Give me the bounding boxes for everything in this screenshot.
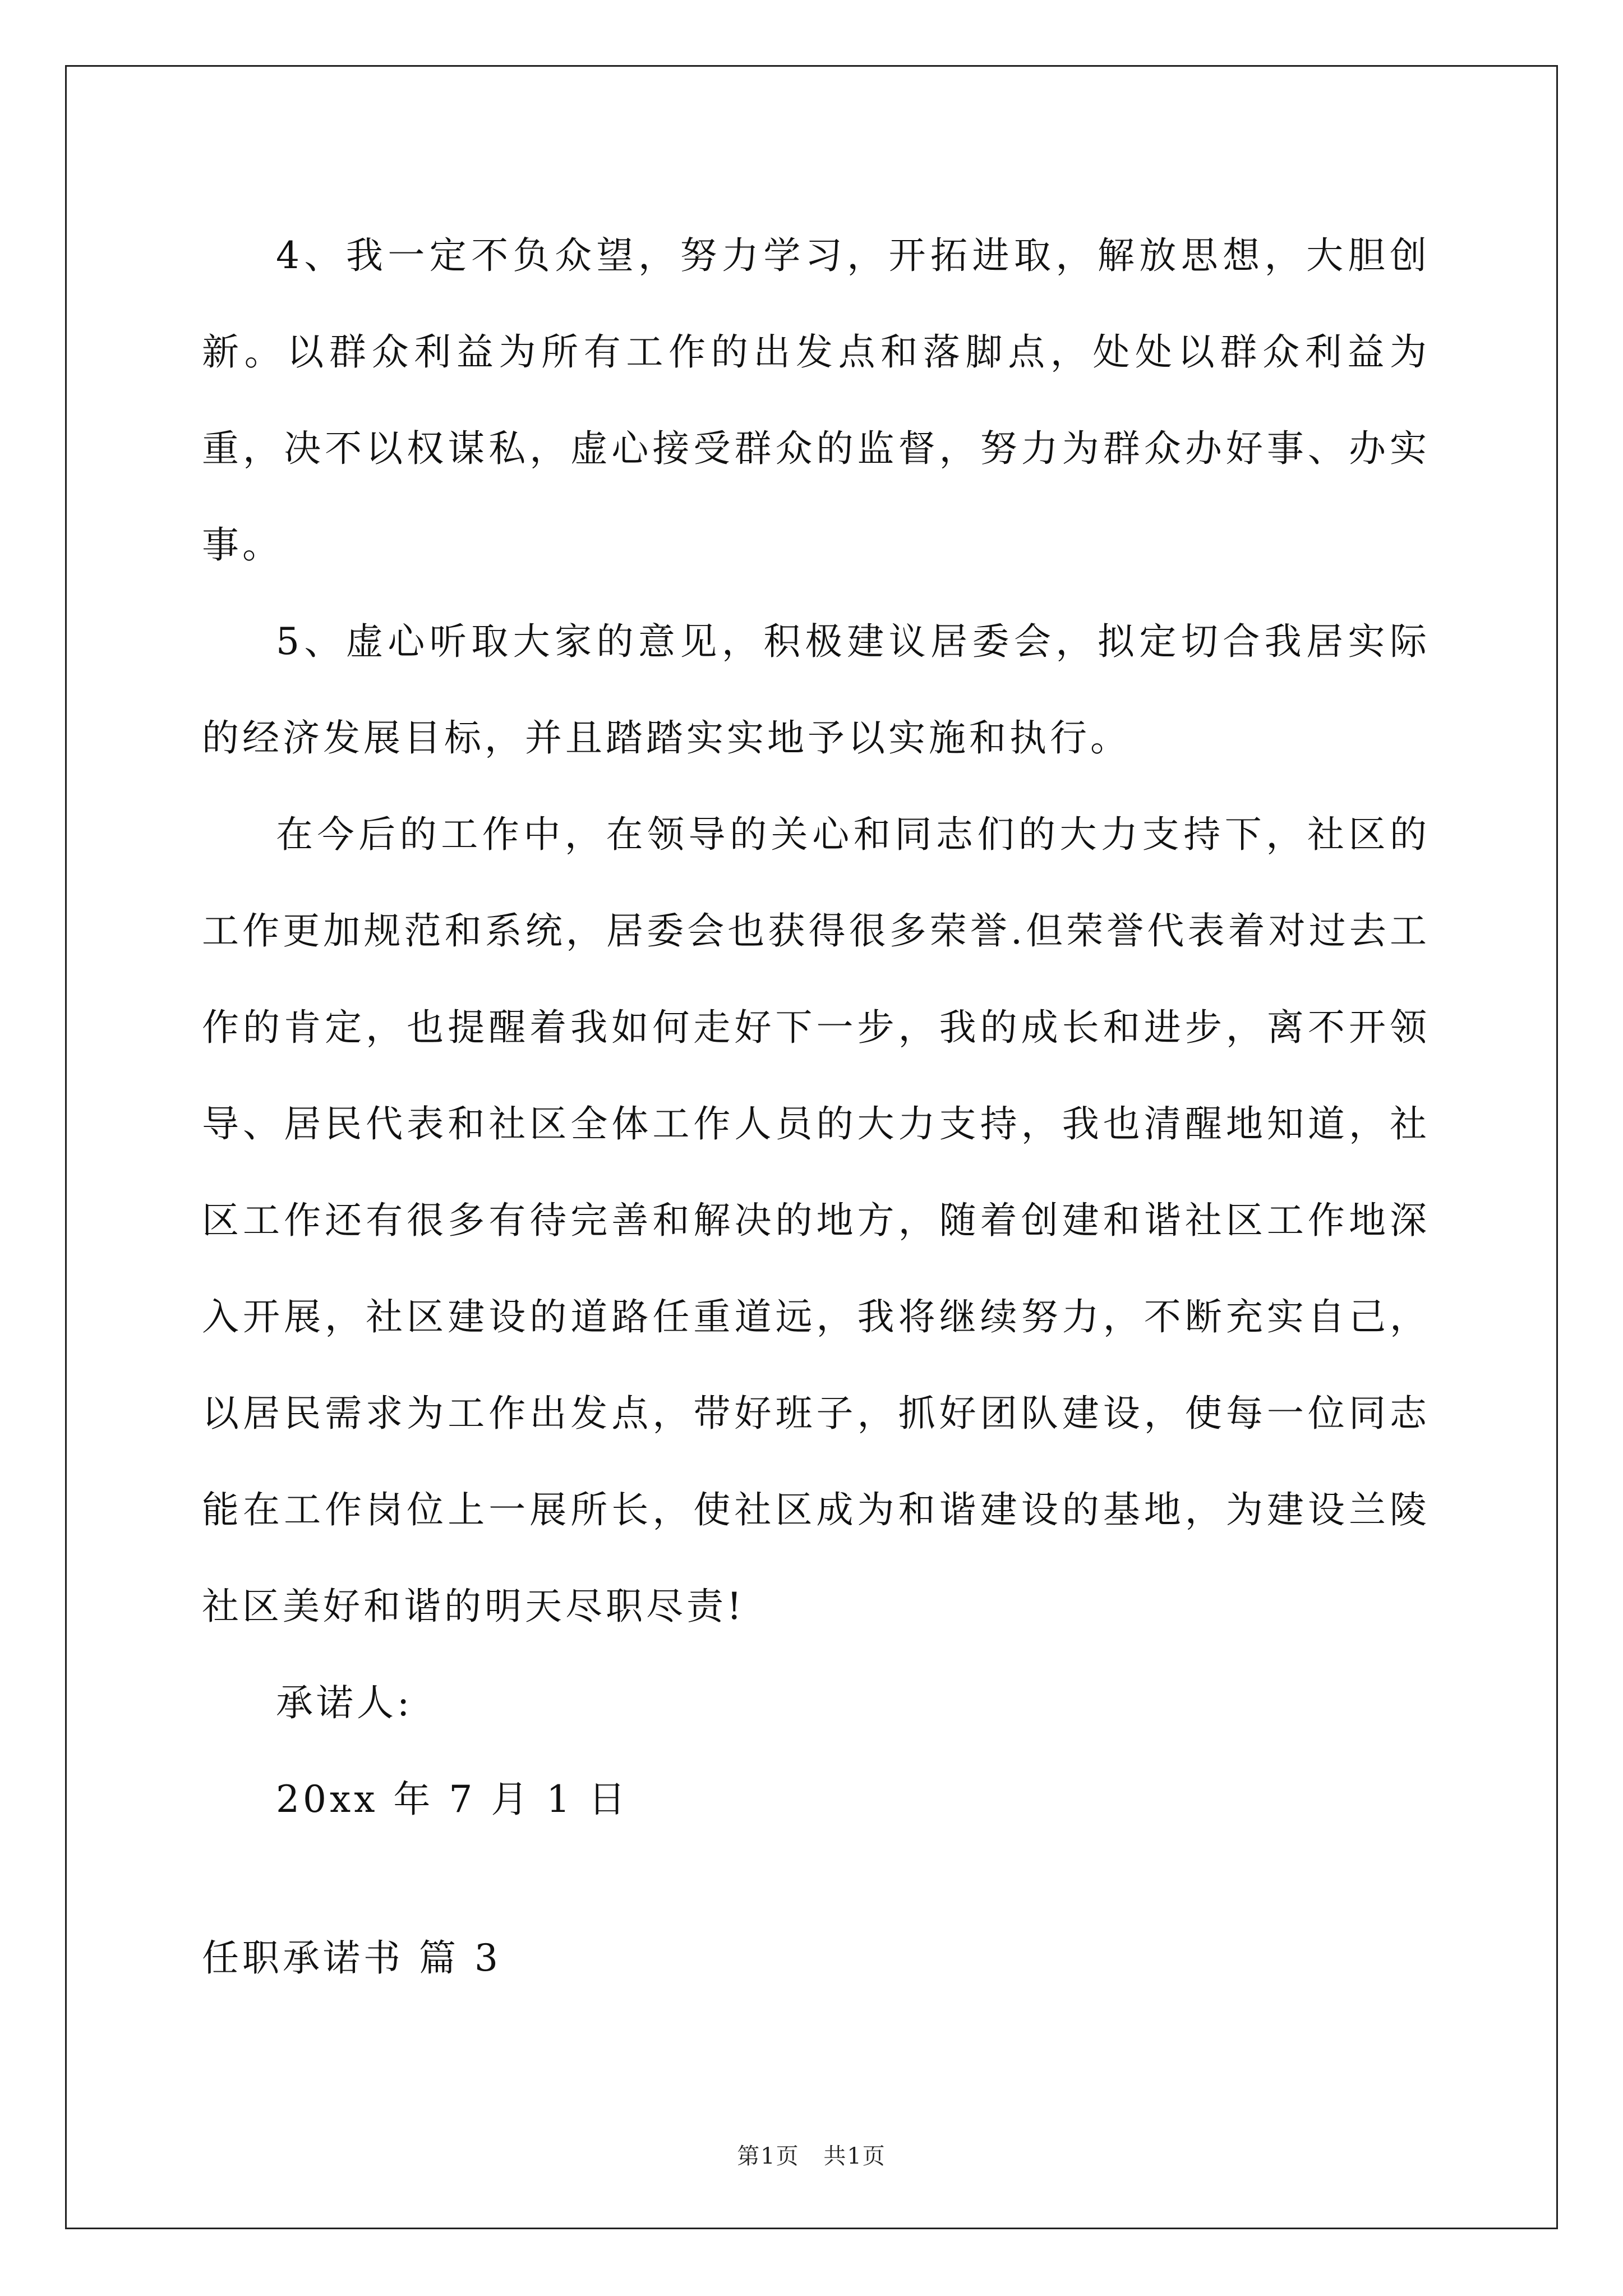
signature-date: 20xx 年 7 月 1 日: [276, 1778, 629, 1821]
page-number-current: 第1页: [737, 2143, 800, 2169]
page-footer: [0, 2138, 1623, 2170]
paragraph-4: 4、我一定不负众望，努力学习，开拓进取，解放思想，大胆创新。以群众利益为所有工作的出发点和落脚点，处处以群众利益为重，决不以权谋私，虚心接受群众的监督，努力为群众办好事、办实事。: [202, 234, 1430, 567]
paragraph-conclusion: 在今后的工作中，在领导的关心和同志们的大力支持下，社区的工作更加规范和系统，居委会也获得很多荣誉.但荣誉代表着对过去工作的肯定，也提醒着我如何走好下一步，我的成长和进步，离不开领导、居民代表和社区全体工作人员的大力支持，我也清醒地知道，社区工作还有很多有待完善和解决的地方，随着创建和谐社区工作地深入开展，社区建设的道路任重道远，我将继续努力，不断充实自己，以居民需求为工作出发点，带好班子，抓好团队建设，使每一位同志能在工作岗位上一展所长，使社区成为和谐建设的基地，为建设兰陵社区美好和谐的明天尽职尽责!: [202, 813, 1430, 1628]
document-body: [202, 208, 1430, 1848]
section-title: 任职承诺书 篇 3: [202, 1936, 501, 1980]
signature-label: 承诺人:: [276, 1681, 413, 1724]
page-number-total: 共1页: [823, 2143, 886, 2169]
paragraph-5: 5、虚心听取大家的意见，积极建议居委会，拟定切合我居实际的经济发展目标，并且踏踏实实地予以实施和执行。: [202, 620, 1430, 760]
